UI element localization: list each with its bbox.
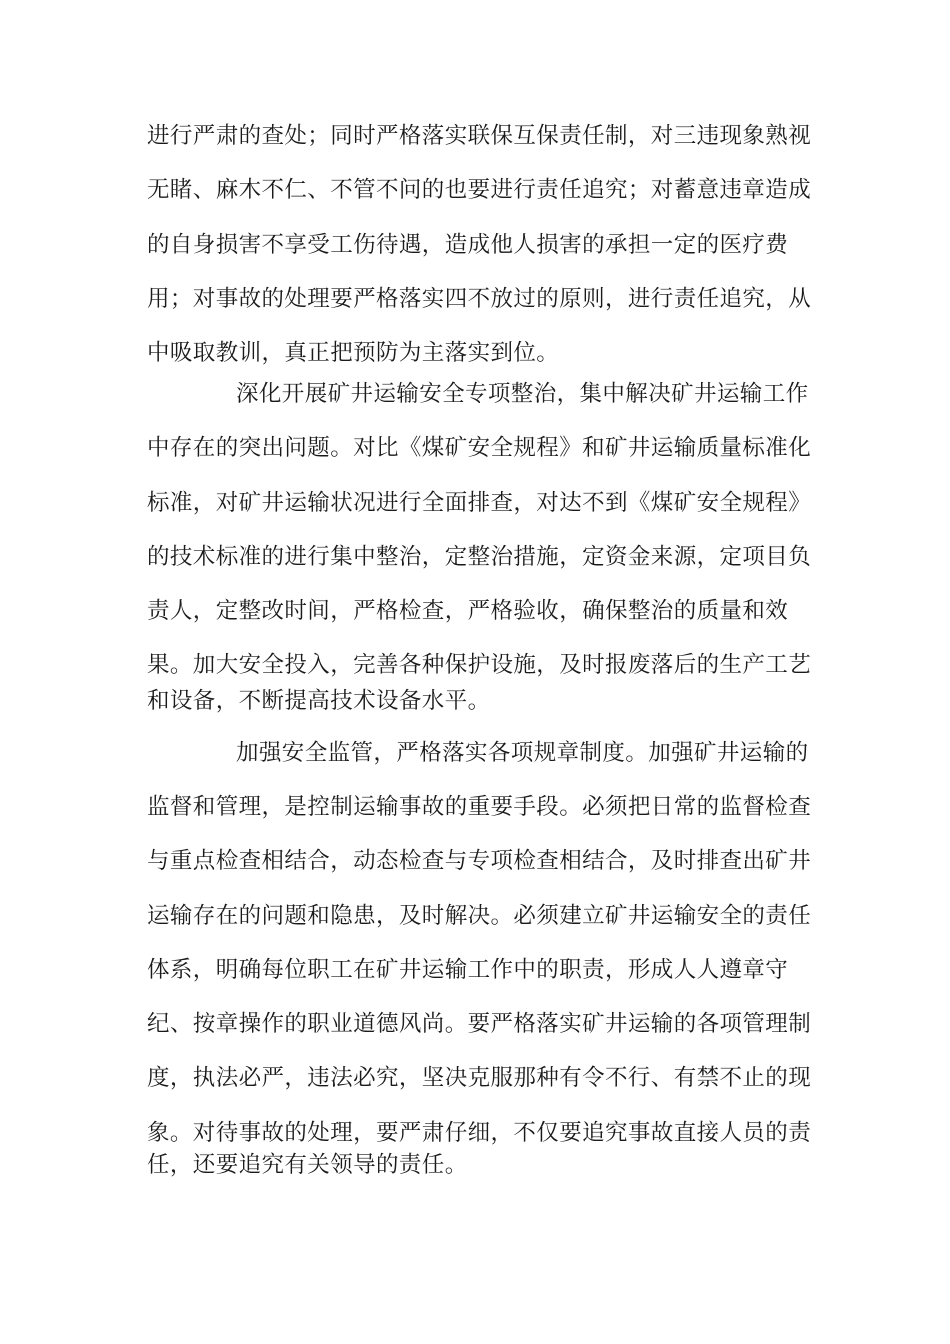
text-line: 与重点检查相结合，动态检查与专项检查相结合，及时排查出矿井: [147, 848, 812, 874]
text-line: 深化开展矿井运输安全专项整治，集中解决矿井运输工作: [236, 381, 809, 407]
text-line: 中存在的突出问题。对比《煤矿安全规程》和矿井运输质量标准化: [147, 435, 812, 461]
text-line: 无睹、麻木不仁、不管不问的也要进行责任追究；对蓄意违章造成: [147, 177, 812, 203]
text-line: 度，执法必严，违法必究，坚决克服那种有令不行、有禁不止的现: [147, 1065, 812, 1091]
text-line: 运输存在的问题和隐患，及时解决。必须建立矿井运输安全的责任: [147, 903, 812, 929]
text-line: 任，还要追究有关领导的责任。: [147, 1152, 468, 1178]
text-line: 纪、按章操作的职业道德风尚。要严格落实矿井运输的各项管理制: [147, 1011, 812, 1037]
text-line: 的自身损害不享受工伤待遇，造成他人损害的承担一定的医疗费: [147, 232, 789, 258]
text-line: 用；对事故的处理要严格落实四不放过的原则，进行责任追究，从: [147, 286, 812, 312]
text-line: 加强安全监管，严格落实各项规章制度。加强矿井运输的: [236, 740, 809, 766]
text-line: 标准，对矿井运输状况进行全面排查，对达不到《煤矿安全规程》: [147, 490, 812, 516]
text-line: 监督和管理，是控制运输事故的重要手段。必须把日常的监督检查: [147, 794, 812, 820]
text-line: 象。对待事故的处理，要严肃仔细，不仅要追究事故直接人员的责: [147, 1120, 812, 1146]
text-line: 和设备，不断提高技术设备水平。: [147, 688, 491, 714]
text-line: 中吸取教训，真正把预防为主落实到位。: [147, 340, 560, 366]
text-line: 的技术标准的进行集中整治，定整治措施，定资金来源，定项目负: [147, 544, 812, 570]
text-line: 果。加大安全投入，完善各种保护设施，及时报废落后的生产工艺: [147, 652, 812, 678]
text-line: 进行严肃的查处；同时严格落实联保互保责任制，对三违现象熟视: [147, 123, 812, 149]
text-line: 体系，明确每位职工在矿井运输工作中的职责，形成人人遵章守: [147, 957, 789, 983]
text-line: 责人，定整改时间，严格检查，严格验收，确保整治的质量和效: [147, 598, 789, 624]
